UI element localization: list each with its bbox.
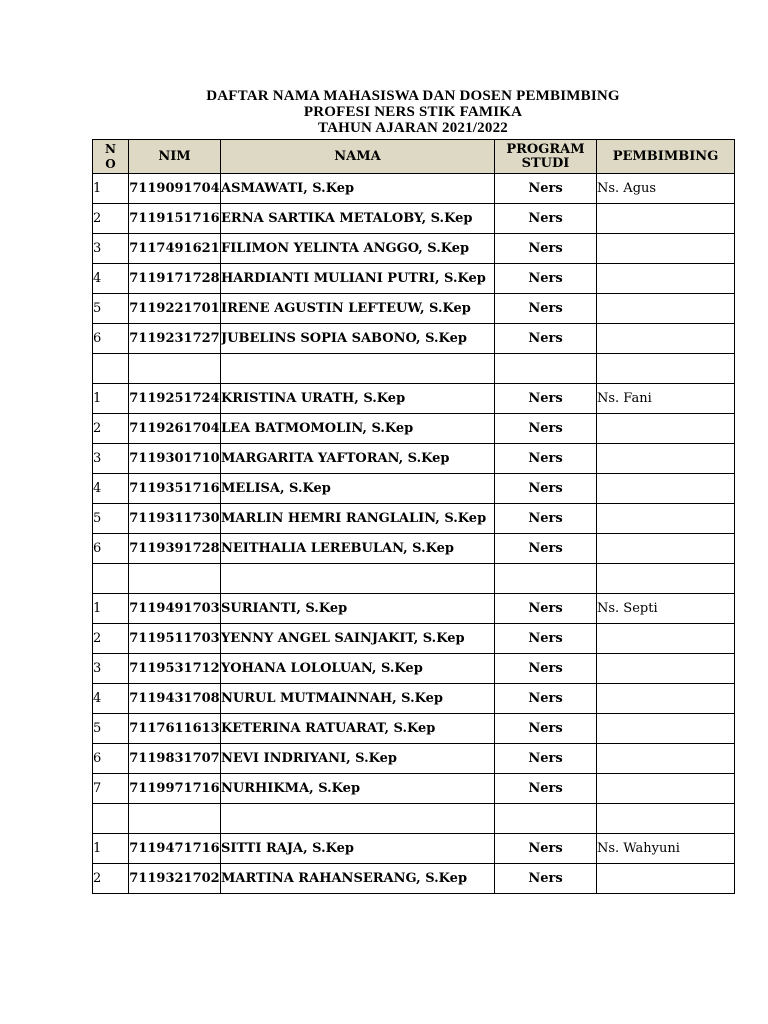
cell-nim: 7119511703 [129, 624, 221, 654]
cell-pembimbing: Ns. Agus [597, 174, 735, 204]
cell-program-studi: Ners [495, 414, 597, 444]
cell-nama [221, 354, 495, 384]
cell-nama: MARGARITA YAFTORAN, S.Kep [221, 444, 495, 474]
cell-nama [221, 804, 495, 834]
group-separator-row [93, 804, 735, 834]
cell-program-studi: Ners [495, 174, 597, 204]
cell-no: 1 [93, 384, 129, 414]
cell-no: 5 [93, 714, 129, 744]
header-pembimbing: PEMBIMBING [597, 140, 735, 174]
cell-program-studi [495, 804, 597, 834]
header-nama: NAMA [221, 140, 495, 174]
cell-nim: 7119351716 [129, 474, 221, 504]
cell-nama: MELISA, S.Kep [221, 474, 495, 504]
table-row [93, 444, 735, 474]
cell-nama: HARDIANTI MULIANI PUTRI, S.Kep [221, 264, 495, 294]
table-row [93, 204, 735, 234]
table-row [93, 774, 735, 804]
cell-nim [129, 564, 221, 594]
cell-program-studi: Ners [495, 294, 597, 324]
group-separator-row [93, 354, 735, 384]
cell-no: 1 [93, 594, 129, 624]
cell-no: 6 [93, 324, 129, 354]
header-nim: NIM [129, 140, 221, 174]
table-row [93, 504, 735, 534]
cell-nim: 7119261704 [129, 414, 221, 444]
table-row [93, 384, 735, 414]
cell-pembimbing [597, 684, 735, 714]
cell-nama: SURIANTI, S.Kep [221, 594, 495, 624]
cell-pembimbing [597, 324, 735, 354]
cell-no: 4 [93, 684, 129, 714]
cell-pembimbing: Ns. Fani [597, 384, 735, 414]
cell-no: 1 [93, 174, 129, 204]
cell-no [93, 354, 129, 384]
cell-no: 5 [93, 294, 129, 324]
cell-pembimbing [597, 744, 735, 774]
cell-nama: YENNY ANGEL SAINJAKIT, S.Kep [221, 624, 495, 654]
cell-program-studi: Ners [495, 684, 597, 714]
cell-pembimbing [597, 234, 735, 264]
cell-pembimbing [597, 804, 735, 834]
cell-nama: MARLIN HEMRI RANGLALIN, S.Kep [221, 504, 495, 534]
cell-program-studi: Ners [495, 654, 597, 684]
cell-no: 2 [93, 864, 129, 894]
cell-nama: NEITHALIA LEREBULAN, S.Kep [221, 534, 495, 564]
table-header-row [93, 140, 735, 174]
cell-nama: NEVI INDRIYANI, S.Kep [221, 744, 495, 774]
cell-pembimbing [597, 204, 735, 234]
cell-pembimbing: Ns. Wahyuni [597, 834, 735, 864]
cell-pembimbing [597, 354, 735, 384]
cell-program-studi [495, 564, 597, 594]
cell-nim: 7119171728 [129, 264, 221, 294]
cell-no: 3 [93, 654, 129, 684]
cell-program-studi: Ners [495, 474, 597, 504]
cell-pembimbing [597, 444, 735, 474]
title-line-3: TAHUN AJARAN 2021/2022 [318, 120, 508, 136]
table-row [93, 534, 735, 564]
cell-program-studi: Ners [495, 714, 597, 744]
cell-pembimbing [597, 564, 735, 594]
cell-no: 4 [93, 474, 129, 504]
cell-no [93, 804, 129, 834]
cell-pembimbing [597, 714, 735, 744]
cell-nim: 7119301710 [129, 444, 221, 474]
cell-nama: MARTINA RAHANSERANG, S.Kep [221, 864, 495, 894]
cell-nim: 7119151716 [129, 204, 221, 234]
table-row [93, 834, 735, 864]
cell-nim: 7119491703 [129, 594, 221, 624]
cell-pembimbing [597, 474, 735, 504]
group-separator-row [93, 564, 735, 594]
cell-nim: 7119971716 [129, 774, 221, 804]
cell-nim: 7117611613 [129, 714, 221, 744]
cell-program-studi: Ners [495, 204, 597, 234]
cell-no: 7 [93, 774, 129, 804]
cell-nim: 7119091704 [129, 174, 221, 204]
cell-nama: YOHANA LOLOLUAN, S.Kep [221, 654, 495, 684]
cell-program-studi: Ners [495, 384, 597, 414]
cell-nama [221, 564, 495, 594]
table-row [93, 264, 735, 294]
cell-no: 3 [93, 444, 129, 474]
cell-nim: 7119831707 [129, 744, 221, 774]
cell-program-studi: Ners [495, 234, 597, 264]
cell-pembimbing [597, 414, 735, 444]
table-row [93, 414, 735, 444]
cell-nama: NURHIKMA, S.Kep [221, 774, 495, 804]
cell-program-studi: Ners [495, 834, 597, 864]
cell-nim: 7119321702 [129, 864, 221, 894]
cell-nim: 7119471716 [129, 834, 221, 864]
cell-nim [129, 354, 221, 384]
cell-pembimbing [597, 534, 735, 564]
cell-program-studi: Ners [495, 744, 597, 774]
cell-nim [129, 804, 221, 834]
cell-no: 6 [93, 744, 129, 774]
header-program-studi: PROGRAM STUDI [495, 140, 597, 174]
cell-pembimbing: Ns. Septi [597, 594, 735, 624]
cell-pembimbing [597, 624, 735, 654]
table-row [93, 324, 735, 354]
table-row [93, 594, 735, 624]
cell-nim: 7119311730 [129, 504, 221, 534]
document-title-block [0, 88, 768, 136]
cell-pembimbing [597, 654, 735, 684]
cell-no: 1 [93, 834, 129, 864]
cell-pembimbing [597, 774, 735, 804]
cell-nama: JUBELINS SOPIA SABONO, S.Kep [221, 324, 495, 354]
cell-nim: 7119231727 [129, 324, 221, 354]
cell-nama: IRENE AGUSTIN LEFTEUW, S.Kep [221, 294, 495, 324]
cell-nama: NURUL MUTMAINNAH, S.Kep [221, 684, 495, 714]
cell-no: 2 [93, 624, 129, 654]
cell-nim: 7119391728 [129, 534, 221, 564]
cell-program-studi: Ners [495, 774, 597, 804]
cell-no: 3 [93, 234, 129, 264]
table-row [93, 654, 735, 684]
table-row [93, 744, 735, 774]
cell-program-studi: Ners [495, 444, 597, 474]
cell-program-studi: Ners [495, 864, 597, 894]
cell-pembimbing [597, 264, 735, 294]
cell-nim: 7119251724 [129, 384, 221, 414]
cell-program-studi: Ners [495, 264, 597, 294]
cell-nama: FILIMON YELINTA ANGGO, S.Kep [221, 234, 495, 264]
cell-pembimbing [597, 504, 735, 534]
cell-program-studi: Ners [495, 534, 597, 564]
cell-no: 2 [93, 414, 129, 444]
cell-nama: ERNA SARTIKA METALOBY, S.Kep [221, 204, 495, 234]
table-row [93, 684, 735, 714]
table-row [93, 234, 735, 264]
cell-program-studi [495, 354, 597, 384]
cell-nama: KETERINA RATUARAT, S.Kep [221, 714, 495, 744]
cell-nama: ASMAWATI, S.Kep [221, 174, 495, 204]
cell-no: 6 [93, 534, 129, 564]
cell-no: 5 [93, 504, 129, 534]
cell-nama: KRISTINA URATH, S.Kep [221, 384, 495, 414]
cell-pembimbing [597, 864, 735, 894]
student-supervisor-table [92, 139, 735, 894]
cell-nama: LEA BATMOMOLIN, S.Kep [221, 414, 495, 444]
cell-nim: 7117491621 [129, 234, 221, 264]
title-line-1: DAFTAR NAMA MAHASISWA DAN DOSEN PEMBIMBING [206, 88, 620, 104]
table-row [93, 624, 735, 654]
cell-no: 4 [93, 264, 129, 294]
cell-pembimbing [597, 294, 735, 324]
cell-program-studi: Ners [495, 504, 597, 534]
table-row [93, 294, 735, 324]
table-row [93, 174, 735, 204]
table-row [93, 864, 735, 894]
cell-program-studi: Ners [495, 594, 597, 624]
cell-program-studi: Ners [495, 324, 597, 354]
header-no: N O [93, 140, 129, 174]
cell-nim: 7119431708 [129, 684, 221, 714]
cell-nim: 7119531712 [129, 654, 221, 684]
title-line-2: PROFESI NERS STIK FAMIKA [303, 104, 523, 120]
table-row [93, 714, 735, 744]
cell-no [93, 564, 129, 594]
cell-nim: 7119221701 [129, 294, 221, 324]
cell-nama: SITTI RAJA, S.Kep [221, 834, 495, 864]
cell-program-studi: Ners [495, 624, 597, 654]
cell-no: 2 [93, 204, 129, 234]
table-row [93, 474, 735, 504]
